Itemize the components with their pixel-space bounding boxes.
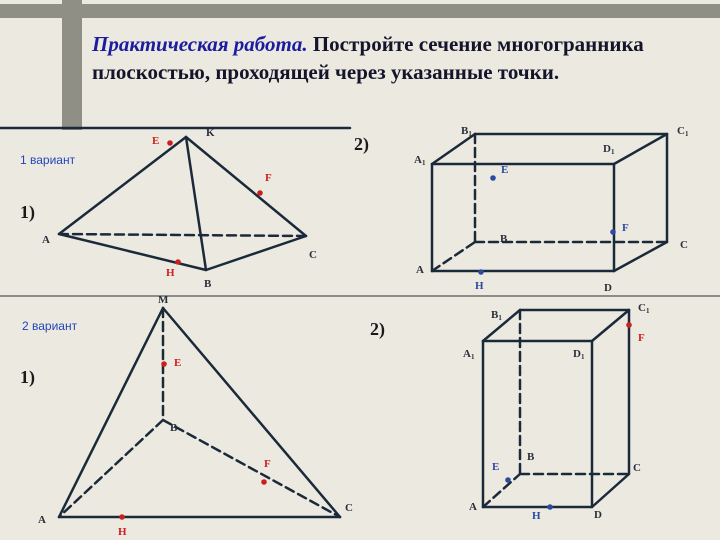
- label-E: E: [492, 461, 500, 473]
- edge-BC-hidden: [163, 420, 340, 517]
- label-E: E: [174, 357, 182, 369]
- label-A1: A1: [414, 154, 426, 167]
- edge-BC: [206, 236, 306, 270]
- v1-prism-points: [478, 175, 616, 275]
- label-A: A: [38, 514, 46, 526]
- v2-prism: [483, 310, 629, 507]
- label-B1: B1: [461, 125, 472, 138]
- label-E: E: [501, 164, 509, 176]
- edge-KC: [186, 137, 306, 236]
- point-E: [490, 175, 496, 181]
- v1-task1-number: 1): [20, 202, 35, 222]
- label-H: H: [118, 526, 127, 538]
- label-A: A: [416, 264, 424, 276]
- edge-MA: [59, 308, 163, 517]
- label-A: A: [469, 501, 477, 513]
- label-D1: D1: [603, 143, 615, 156]
- edge-AB-hidden: [483, 474, 520, 507]
- point-H: [175, 259, 181, 265]
- label-B: B: [204, 278, 212, 290]
- point-H: [547, 504, 553, 510]
- label-H: H: [166, 267, 175, 279]
- label-A1: A1: [463, 348, 475, 361]
- edge-AC-hidden: [59, 234, 306, 236]
- variant-1-label: 1 вариант: [20, 153, 76, 167]
- v1-pyramid: [59, 137, 306, 270]
- edge-D1C1: [592, 310, 629, 341]
- label-F: F: [638, 332, 645, 344]
- v2-task1-number: 1): [20, 367, 35, 387]
- v1-pyramid-points: [167, 140, 263, 265]
- point-F: [261, 479, 267, 485]
- label-H: H: [475, 280, 484, 292]
- label-C: C: [309, 249, 317, 261]
- edge-AB-hidden: [432, 242, 475, 271]
- variant-2-label: 2 вариант: [22, 319, 78, 333]
- edge-A1B1: [432, 134, 475, 164]
- point-F: [257, 190, 263, 196]
- edge-AB: [59, 234, 206, 270]
- v2-pyramid: [59, 308, 340, 517]
- point-E: [505, 477, 511, 483]
- label-C1: C1: [638, 302, 650, 315]
- edge-DC: [614, 242, 667, 271]
- label-A: A: [42, 234, 50, 246]
- point-F: [610, 229, 616, 235]
- label-C: C: [680, 239, 688, 251]
- v2-task2-number: 2): [370, 319, 385, 339]
- label-H: H: [532, 510, 541, 522]
- point-F: [626, 322, 632, 328]
- v1-task2-number: 2): [354, 134, 369, 154]
- label-B: B: [527, 451, 535, 463]
- label-E: E: [152, 135, 160, 147]
- label-D1: D1: [573, 348, 585, 361]
- label-D: D: [604, 282, 612, 294]
- point-E: [167, 140, 173, 146]
- label-D: D: [594, 509, 602, 521]
- edge-KA: [59, 137, 186, 234]
- point-H: [478, 269, 484, 275]
- label-C: C: [633, 462, 641, 474]
- label-B: B: [170, 422, 178, 434]
- label-F: F: [264, 458, 271, 470]
- label-B: B: [500, 233, 508, 245]
- label-C: C: [345, 502, 353, 514]
- edge-D1C1: [614, 134, 667, 164]
- point-H: [119, 514, 125, 520]
- v2-prism-points: [505, 322, 632, 510]
- label-M: M: [158, 294, 169, 306]
- title-text: Постройте сечение многогранника плоскостью, проходящей через указанные точки.: [92, 32, 644, 84]
- label-F: F: [622, 222, 629, 234]
- edge-MC: [163, 308, 340, 517]
- label-B1: B1: [491, 309, 502, 322]
- edge-DC: [592, 474, 629, 507]
- label-K: K: [206, 127, 215, 139]
- edge-BA-hidden: [59, 420, 163, 517]
- edge-KB: [186, 137, 206, 270]
- title-emphasis: Практическая работа.: [92, 32, 308, 56]
- v1-prism: [432, 134, 667, 271]
- label-F: F: [265, 172, 272, 184]
- point-E: [161, 361, 167, 367]
- label-C1: C1: [677, 125, 689, 138]
